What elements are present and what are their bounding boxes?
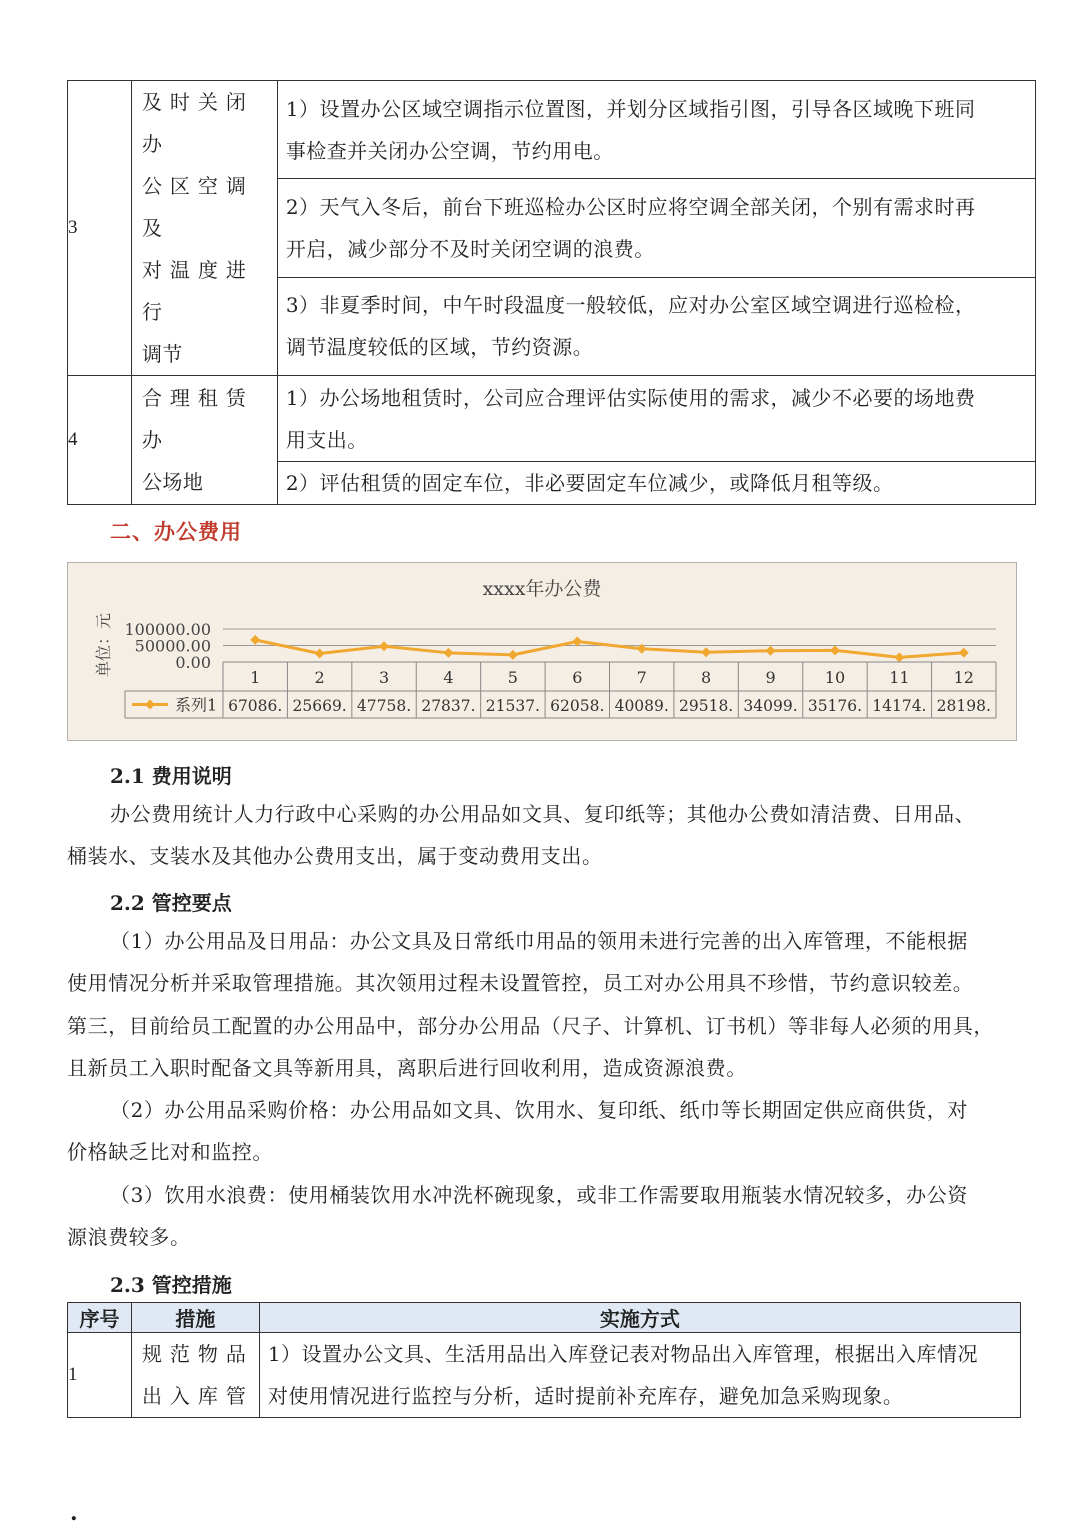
x-tick-label: 1 xyxy=(250,668,261,687)
measure-line: 出入库管 xyxy=(141,1384,254,1408)
row-number: 3 xyxy=(68,81,132,376)
series-line xyxy=(255,640,964,657)
method-line: 1）设置办公文具、生活用品出入库登记表对物品出入库管理，根据出入库情况 xyxy=(267,1342,979,1366)
chart-container xyxy=(67,562,1017,741)
text-line: （2）办公用品采购价格：办公用品如文具、饮用水、复印纸、纸巾等长期固定供应商供货，对 xyxy=(110,1098,968,1123)
measure-line: 公区空调及 xyxy=(141,174,254,240)
data-point xyxy=(443,648,453,658)
method-line: 2）天气入冬后，前台下班巡检办公区时应将空调全部关闭，个别有需求时再 xyxy=(285,194,976,219)
method-cell xyxy=(277,81,1035,179)
method-cell xyxy=(277,462,1035,505)
x-tick-label: 6 xyxy=(572,668,583,687)
x-tick-label: 10 xyxy=(824,668,846,687)
method-line: 开启，减少部分不及时关闭空调的浪费。 xyxy=(285,236,655,261)
x-tick-label: 2 xyxy=(314,668,325,687)
legend-marker xyxy=(145,700,155,710)
line-chart xyxy=(68,563,1016,740)
x-tick-label: 9 xyxy=(765,668,776,687)
data-value-label: 62058. xyxy=(550,697,605,715)
measures-table-bottom xyxy=(67,1302,1021,1418)
data-value-label: 14174. xyxy=(872,697,927,715)
method-line: 3）非夏季时间，中午时段温度一般较低，应对办公室区域空调进行巡检检， xyxy=(285,293,976,318)
tick-layer xyxy=(124,620,211,672)
data-point xyxy=(830,645,840,655)
data-value-label: 27837. xyxy=(421,697,476,715)
data-value-label: 40089. xyxy=(614,697,669,715)
method-line: 用支出。 xyxy=(285,427,368,452)
data-value-label: 35176. xyxy=(807,697,863,715)
measure-line: 及时关闭办 xyxy=(141,90,254,156)
data-value-label: 67086. xyxy=(228,697,283,715)
data-value-label: 47758. xyxy=(356,697,412,715)
method-line: 2）评估租赁的固定车位，非必要固定车位减少，或降低月租等级。 xyxy=(285,471,894,495)
y-tick-label: 0.00 xyxy=(175,653,211,672)
data-point xyxy=(959,648,969,658)
measure-line: 合理租赁办 xyxy=(141,386,254,452)
data-table-layer xyxy=(125,662,996,718)
row-number: 1 xyxy=(68,1333,132,1418)
paragraph-2-2 xyxy=(67,920,1027,1258)
text-line: 使用情况分析并采取管理措施。其次领用过程未设置管控，员工对办公用具不珍惜，节约意识较差。 xyxy=(67,971,974,996)
method-line: 调节温度较低的区域，节约资源。 xyxy=(285,335,594,360)
y-tick-label: 50000.00 xyxy=(134,636,211,656)
text-line: （1）办公用品及日用品：办公文具及日常纸巾用品的领用未进行完善的出入库管理，不能根据 xyxy=(110,929,968,953)
measure-line: 规范物品 xyxy=(141,1342,254,1366)
header-cell: 实施方式 xyxy=(259,1303,1020,1333)
x-tick-label: 4 xyxy=(443,668,454,687)
subsection-title: 2.3 管控措施 xyxy=(110,1273,232,1297)
data-point xyxy=(250,635,260,645)
measures-table-top xyxy=(67,80,1036,505)
measure-line: 对温度进行 xyxy=(141,258,254,324)
measure-cell xyxy=(131,81,277,376)
data-point xyxy=(894,652,904,662)
data-point xyxy=(315,649,325,659)
text-line: 源浪费较多。 xyxy=(67,1225,191,1250)
y-axis-label: 单位：元 xyxy=(94,612,113,678)
data-point xyxy=(766,646,776,656)
text-line: 办公费用统计人力行政中心采购的办公用品如文具、复印纸等；其他办公费如清洁费、日用品、 xyxy=(110,802,976,826)
paragraph-2-1 xyxy=(67,793,1027,878)
subsection-title: 2.1 费用说明 xyxy=(110,764,232,788)
measure-cell xyxy=(131,376,277,505)
method-cell xyxy=(259,1333,1020,1418)
x-tick-label: 12 xyxy=(953,668,974,687)
data-value-label: 21537. xyxy=(485,697,540,715)
series-line-layer xyxy=(250,635,969,662)
method-cell xyxy=(277,376,1035,462)
row-number: 4 xyxy=(68,376,132,505)
data-value-label: 28198. xyxy=(936,697,991,715)
header-cell: 序号 xyxy=(68,1303,132,1333)
chart-title: xxxx年办公费 xyxy=(482,578,602,600)
method-cell xyxy=(277,277,1035,375)
measure-cell xyxy=(131,1333,259,1418)
section-title: 二、办公费用 xyxy=(110,519,242,544)
text-line: （3）饮用水浪费：使用桶装饮用水冲洗杯碗现象，或非工作需要取用瓶装水情况较多，办公资 xyxy=(110,1182,968,1207)
text-line: 第三，目前给员工配置的办公用品中，部分办公用品（尺子、计算机、订书机）等非每人必须的用具， xyxy=(67,1013,994,1038)
x-tick-label: 5 xyxy=(507,668,518,687)
method-line: 对使用情况进行监控与分析，适时提前补充库存，避免加急采购现象。 xyxy=(267,1384,904,1408)
text-line: 且新员工入职时配备文具等新用具，离职后进行回收利用，造成资源浪费。 xyxy=(67,1055,747,1080)
data-value-label: 34099. xyxy=(743,697,798,715)
method-cell xyxy=(277,179,1035,277)
x-tick-label: 3 xyxy=(378,668,390,687)
x-tick-label: 7 xyxy=(636,668,647,687)
x-tick-label: 11 xyxy=(889,668,910,687)
data-point xyxy=(508,650,518,660)
legend-label: 系列1 xyxy=(175,695,218,715)
subsection-title: 2.2 管控要点 xyxy=(110,891,232,915)
data-point xyxy=(701,647,711,657)
data-value-label: 25669. xyxy=(292,697,347,715)
text-line: 桶装水、支装水及其他办公费用支出，属于变动费用支出。 xyxy=(67,844,603,869)
measure-line: 公场地 xyxy=(141,470,204,494)
footer-mark: . xyxy=(70,1500,78,1526)
data-value-label: 29518. xyxy=(679,697,734,715)
method-line: 1）办公场地租赁时，公司应合理评估实际使用的需求，减少不必要的场地费 xyxy=(285,385,976,410)
data-point xyxy=(379,641,389,651)
text-line: 价格缺乏比对和监控。 xyxy=(67,1140,273,1165)
method-line: 1）设置办公区域空调指示位置图，并划分区域指引图，引导各区域晚下班同 xyxy=(285,96,976,121)
measure-line: 调节 xyxy=(141,342,183,366)
method-line: 事检查并关闭办公空调，节约用电。 xyxy=(285,138,614,163)
y-tick-label: 100000.00 xyxy=(124,620,211,639)
x-tick-label: 8 xyxy=(701,668,712,687)
header-cell: 措施 xyxy=(131,1303,259,1333)
